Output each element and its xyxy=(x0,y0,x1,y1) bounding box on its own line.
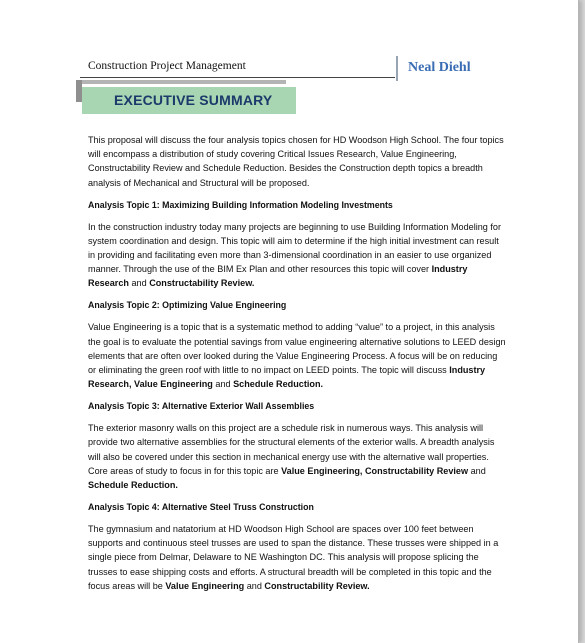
topic-paragraph xyxy=(88,220,506,291)
topic-bold: Schedule Reduction. xyxy=(233,379,324,390)
document-body xyxy=(88,133,506,601)
intro-paragraph: This proposal will discuss the four analysis topics chosen for HD Woodson High School. The four topics will encompass a distribution of study covering Critical Issues Research, Value Engineering, Constructability Review and Schedule Reduction. Besides the Construction depth topics a breadth analysis of Mechanical and Structural will be proposed. xyxy=(88,135,504,188)
topic-bold: Industry Research, xyxy=(88,365,486,390)
header-divider xyxy=(396,56,398,81)
topic-bold: Value Engineering xyxy=(165,580,245,591)
topic-paragraph xyxy=(88,522,506,593)
banner-shadow-top xyxy=(76,80,286,84)
topic-text: and xyxy=(244,580,265,591)
topic-bold: Industry Research xyxy=(88,264,468,289)
header-rule xyxy=(80,77,395,78)
topic-heading: Analysis Topic 4: Alternative Steel Truss Construction xyxy=(88,502,314,513)
topic-paragraph xyxy=(88,421,506,492)
topic-bold: Constructability Review. xyxy=(149,278,255,289)
topic-heading: Analysis Topic 3: Alternative Exterior Wall Assemblies xyxy=(88,401,315,412)
topic-text: and xyxy=(212,379,234,390)
topic-text: The gymnasium and natatorium at HD Woodson High School are spaces over 100 feet between supports and continuous steel trusses are used to span the distance. These trusses were shipped in a single piece from Delmar, Delaware to NE Washington DC. This analysis will propose splicing the trusses to ease shipping costs and efforts. A structural breadth will be completed in this topic and the focus areas will be xyxy=(88,524,499,591)
topic-paragraph xyxy=(88,320,506,391)
topic-text: The exterior masonry walls on this project are a schedule risk in numerous ways. This analysis will provide two alternative assemblies for the structural elements of the exterior walls. A breadth analysis will also be covered under this section in mechanical energy use with the alternative wall properties. Core areas of study to focus in for this topic are xyxy=(88,423,495,476)
topic-text: Value Engineering is a topic that is a systematic method to adding “value” to a project, in this analysis the goal is to evaluate the potential savings from value engineering alternative solutions to LEED design elements that are often over looked during the Value Engineering Process. A focus will be on reducing or eliminating the green roof with little to no impact on LEED points. The topic will discuss xyxy=(88,322,506,376)
section-banner: EXECUTIVE SUMMARY xyxy=(82,87,296,114)
author-name: Neal Diehl xyxy=(408,60,471,75)
topic-text: and xyxy=(468,465,486,476)
topic-bold: Schedule Reduction. xyxy=(88,480,178,491)
topic-heading: Analysis Topic 1: Maximizing Building Information Modeling Investments xyxy=(88,199,393,210)
topic-heading: Analysis Topic 2: Optimizing Value Engineering xyxy=(88,300,287,311)
topic-bold: Constructability Review. xyxy=(264,580,370,591)
topic-text: and xyxy=(128,278,150,289)
topic-bold: Value Engineering xyxy=(134,379,213,390)
header-title: Construction Project Management xyxy=(88,60,246,72)
topic-text: In the construction industry today many projects are beginning to use Building Information Modeling for system coordination and design. This topic will aim to determine if the high initial investment can result in providing and facilitating even more than 3-dimensional coordination in an easier to use organized manner. Through the use of the BIM Ex Plan and other resources this topic will cover xyxy=(88,221,501,275)
topic-bold: Value Engineering, Constructability Review xyxy=(281,465,469,476)
